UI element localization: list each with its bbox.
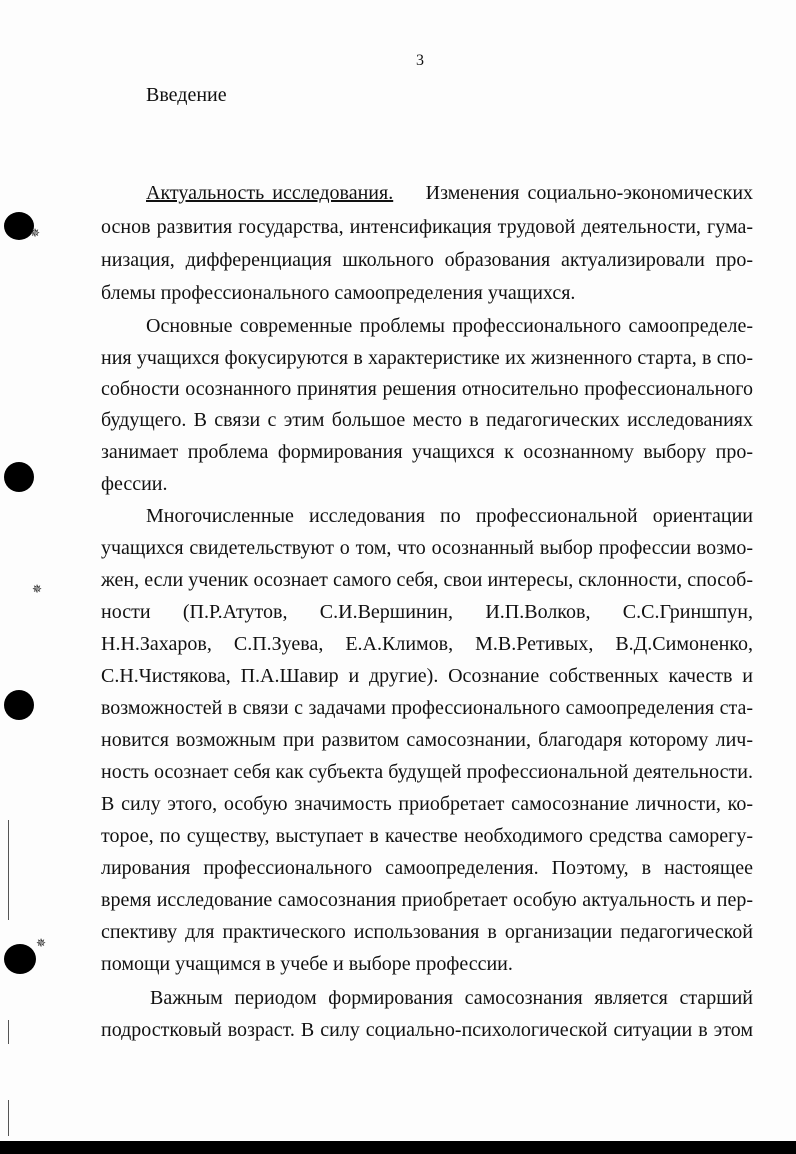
page-number: 3 xyxy=(416,52,424,69)
text-line: лирования профессионального самоопределения. Поэтому, в настоящее xyxy=(101,857,753,879)
scan-speck-icon: ✵ xyxy=(32,582,43,596)
text-line: занимает проблема формирования учащихся к осознанному выбору про- xyxy=(101,441,753,463)
text-line: В силу этого, особую значимость приобретает самосознание личности, ко- xyxy=(101,793,753,815)
text-line-segment: Изменения социально-экономических xyxy=(425,182,754,204)
text-line: время исследование самосознания приобретает особую актуальность и пер- xyxy=(101,889,753,911)
text-line: низация, дифференциация школьного образования актуализировали про- xyxy=(101,249,753,271)
text-line: Важным периодом формирования самосознания является старший xyxy=(150,987,753,1009)
text-line: блемы профессионального самоопределения учащихся. xyxy=(101,282,576,304)
text-line: жен, если ученик осознает самого себя, свои интересы, склонности, способ- xyxy=(101,569,753,591)
text-line: Основные современные проблемы профессионального самоопределе- xyxy=(146,315,753,337)
text-line: новится возможным при развитом самосознании, благодаря которому лич- xyxy=(101,729,753,751)
text-line: ния учащихся фокусируются в характеристике их жизненного старта, в спо- xyxy=(101,347,753,369)
text-line: Н.Н.Захаров, С.П.Зуева, Е.А.Климов, М.В.Ретивых, В.Д.Симоненко, xyxy=(101,633,753,655)
punch-hole xyxy=(4,462,34,492)
text-line: основ развития государства, интенсификация трудовой деятельности, гума- xyxy=(101,216,753,238)
scan-edge-line xyxy=(8,1100,9,1136)
text-line: подростковый возраст. В силу социально-психологической ситуации в этом xyxy=(101,1019,753,1041)
text-line: помощи учащимся в учебе и выборе профессии. xyxy=(101,953,513,975)
text-line: спективу для практического использования в организации педагогической xyxy=(101,921,753,943)
relevance-lead: Актуальность исследования. xyxy=(146,182,394,204)
section-heading: Введение xyxy=(146,84,227,106)
text-line: Многочисленные исследования по профессиональной ориентации xyxy=(146,505,753,527)
text-line: собности осознанного принятия решения относительно профессионального xyxy=(101,378,753,400)
text-line: ность осознает себя как субъекта будущей профессиональной деятельности. xyxy=(101,761,753,783)
text-line xyxy=(146,181,753,205)
scan-speck-icon: ✵ xyxy=(30,226,41,240)
text-line: будущего. В связи с этим большое место в педагогических исследованиях xyxy=(101,409,753,431)
scan-speck-icon: ✵ xyxy=(36,936,47,950)
text-line: фессии. xyxy=(101,473,168,495)
text-line: ности (П.Р.Атутов, С.И.Вершинин, И.П.Волков, С.С.Гриншпун, xyxy=(101,601,753,623)
scan-edge-line xyxy=(8,1020,9,1044)
punch-hole xyxy=(4,944,36,974)
punch-hole xyxy=(4,690,34,720)
scan-bottom-edge xyxy=(0,1141,796,1154)
text-line: возможностей в связи с задачами профессионального самоопределения ста- xyxy=(101,697,753,719)
text-line: С.Н.Чистякова, П.А.Шавир и другие). Осознание собственных качеств и xyxy=(101,665,753,687)
scan-edge-line xyxy=(8,820,9,920)
text-line: учащихся свидетельствуют о том, что осознанный выбор профессии возмо- xyxy=(101,537,753,559)
text-line: торое, по существу, выступает в качестве необходимого средства саморегу- xyxy=(101,825,753,847)
